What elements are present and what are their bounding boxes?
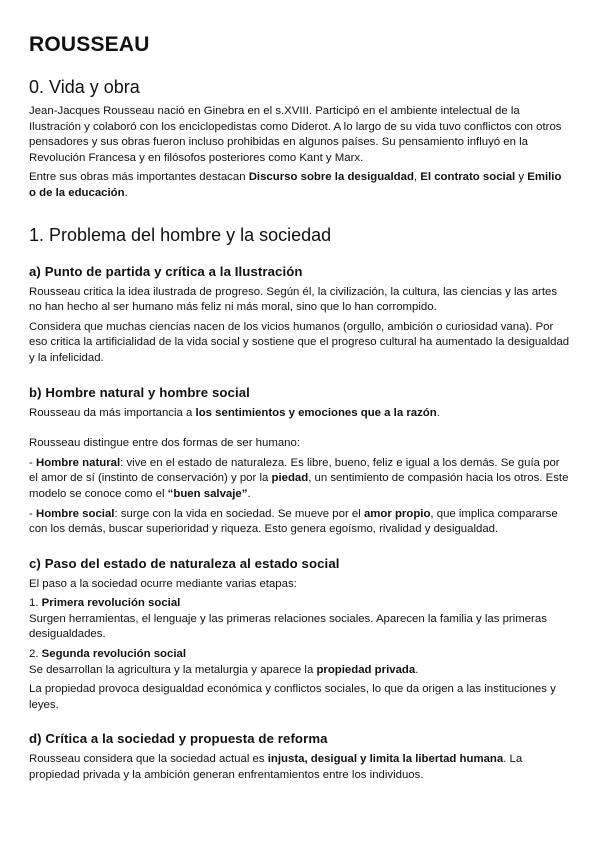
paragraph-propiedad-desigualdad: La propiedad provoca desigualdad económica y conflictos sociales, lo que da origen a las instituciones y leyes. (29, 683, 556, 711)
emphasis-piedad: piedad (271, 472, 309, 485)
subsection-heading-a: a) Punto de partida y crítica a la Ilustración (29, 263, 303, 279)
text: Rousseau considera que la sociedad actual es (29, 753, 268, 766)
text: Entre sus obras más importantes destacan (29, 171, 249, 184)
label-primera-revolucion: Primera revolución social (41, 597, 181, 610)
text: y (515, 171, 528, 184)
text: . (415, 663, 419, 676)
text: : vive en el estado de naturaleza. Es libre, bueno, feliz e igual a los demás. Se guía por el amor de sí (instinto de conservación) y por la (29, 456, 560, 485)
subsection-heading-d: d) Crítica a la sociedad y propuesta de reforma (29, 731, 328, 747)
paragraph-dos-formas: Rousseau distingue entre dos formas de ser humano: (29, 437, 301, 450)
paragraph-obras (29, 170, 570, 201)
text: . (247, 487, 251, 500)
section-heading-problema: 1. Problema del hombre y la sociedad (29, 224, 332, 245)
section-heading-vida-obra: 0. Vida y obra (29, 77, 140, 97)
text: . (436, 406, 440, 419)
text: : surge con la vida en sociedad. Se mueve por el (114, 507, 364, 520)
label-hombre-natural: Hombre natural (35, 456, 121, 469)
label-segunda-revolucion: Segunda revolución social (41, 648, 186, 661)
bullet-dash: - (29, 456, 36, 469)
page-title: ROUSSEAU (29, 33, 150, 56)
list-item-hombre-social (29, 507, 570, 538)
bullet-dash: - (29, 507, 36, 520)
text: Se desarrollan la agricultura y la metalurgia y aparece la (29, 663, 317, 676)
subsection-heading-b: b) Hombre natural y hombre social (29, 384, 250, 400)
obra-emilio: Emilio o de la educación (29, 171, 562, 199)
paragraph-critica-progreso: Rousseau critica la idea ilustrada de progreso. Según él, la civilización, la cultura, las ciencias y las artes no han hecho al ser humano más feliz ni más moral, sino que lo han corrompido. (29, 285, 558, 314)
list-number: 1. (29, 597, 42, 610)
obra-contrato-social: El contrato social (420, 171, 516, 184)
list-item-primera-revolucion (29, 596, 570, 643)
emphasis-amor-propio: amor propio (363, 507, 431, 520)
text: . (124, 186, 128, 199)
subsection-heading-c: c) Paso del estado de naturaleza al estado social (29, 555, 340, 571)
text: , un sentimiento de compasión hacia los otros. Este modelo se conoce como el (29, 472, 569, 500)
emphasis-propiedad-privada: propiedad privada (316, 663, 416, 676)
text: , (413, 171, 421, 184)
list-item-hombre-natural (29, 456, 570, 503)
paragraph-critica-sociedad (29, 752, 570, 783)
paragraph-biografia: Jean-Jacques Rousseau nació en Ginebra en el s.XVIII. Participó en el ambiente intelectual de la Ilustración y colaboró con los enciclopedistas como Diderot. A lo largo de su vida tuvo conflictos con otros pensadores y sus obras fueron incluso prohibidas en algunos países. Su pensamiento influyó en la Revolución Francesa y en filósofos posteriores como Kant y Marx. (29, 105, 562, 164)
obra-discurso: Discurso sobre la desigualdad (248, 171, 414, 184)
emphasis-injusta: injusta, desigual y limita la libertad humana (267, 753, 504, 766)
emphasis-buen-salvaje: “buen salvaje” (167, 487, 248, 500)
text: Rousseau da más importancia a (29, 406, 196, 419)
list-item-segunda-revolucion (29, 647, 570, 678)
text: , que implica compararse con los demás, buscar superioridad y riqueza. Esto genera egoísmo, rivalidad y desigualdad. (29, 507, 558, 536)
label-hombre-social: Hombre social (35, 507, 115, 520)
list-number: 2. (29, 648, 42, 661)
paragraph-ciencias-vicios: Considera que muchas ciencias nacen de los vicios humanos (orgullo, ambición o curiosidad vana). Por eso critica la artificialidad de la vida social y sostiene que el progreso cultural ha aumentado la desigualdad y la infelicidad. (29, 320, 570, 364)
paragraph-etapas: El paso a la sociedad ocurre mediante varias etapas: (29, 577, 297, 590)
text: Surgen herramientas, el lenguaje y las primeras relaciones sociales. Aparecen la familia y las primeras desigualdades. (29, 612, 547, 641)
paragraph-sentimientos (29, 406, 570, 422)
text: . La propiedad privada y la ambición generan enfrentamientos entre los individuos. (29, 753, 523, 782)
emphasis-sentimientos: los sentimientos y emociones que a la razón (195, 406, 437, 419)
